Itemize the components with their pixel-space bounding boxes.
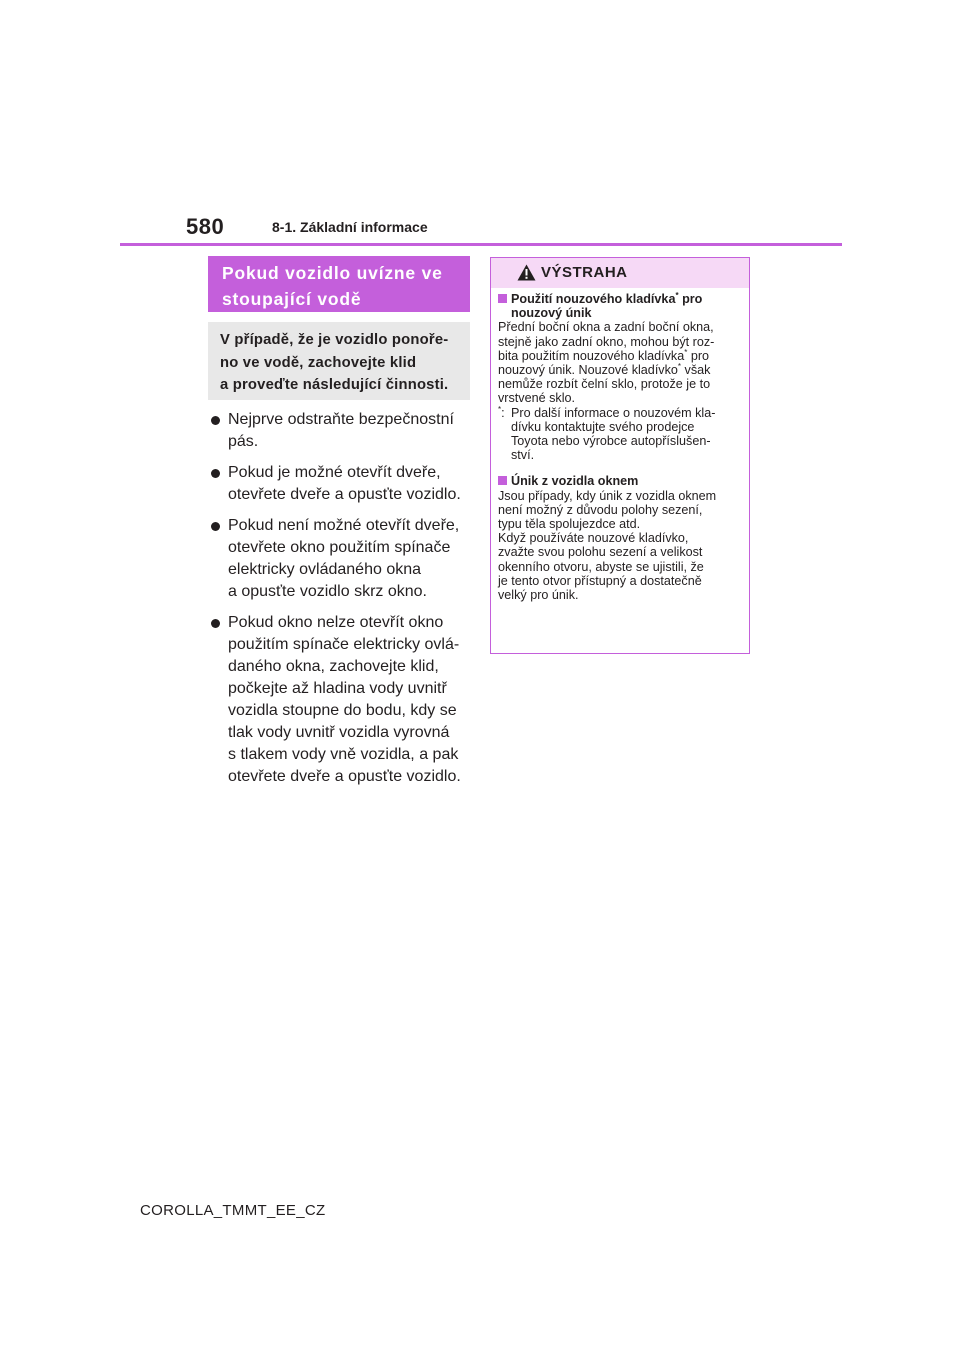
bullet-item: Nejprve odstraňte bezpečnostní pás. xyxy=(210,409,476,453)
warning-triangle-icon xyxy=(517,264,536,281)
banner-line-1: Pokud vozidlo uvízne ve xyxy=(222,263,443,283)
bullet-item: Pokud je možné otevřít dveře, otevřete dveře a opusťte vozidlo. xyxy=(210,462,476,506)
section-title: 8-1. Základní informace xyxy=(272,219,428,235)
bullet-list xyxy=(210,400,476,788)
square-bullet-icon xyxy=(498,476,507,485)
page-number: 580 xyxy=(186,214,225,239)
bullet-dot-icon xyxy=(211,522,220,531)
intro-line-2: no ve vodě, zachovejte klid xyxy=(220,354,417,371)
footer-code: COROLLA_TMMT_EE_CZ xyxy=(140,1202,326,1219)
bullet-dot-icon xyxy=(211,469,220,478)
warning-box xyxy=(490,257,750,654)
header-rule xyxy=(120,243,842,246)
bullet-item: Pokud okno nelze otevřít okno použitím spínače elektricky ovlá- daného okna, zachovejte klid, počkejte až hladina vody uvnitř vozidla stoupne do bodu, kdy se tlak vody uvnitř vozidla vyrovná s tlakem vody vně vozidla, a pak otevřete dveře a opusťte vozidlo. xyxy=(210,612,476,788)
topic-banner xyxy=(208,256,470,312)
bullet-dot-icon xyxy=(211,619,220,628)
warning-title: VÝSTRAHA xyxy=(541,264,628,281)
intro-line-1: V případě, že je vozidlo ponoře- xyxy=(220,332,449,348)
banner-line-2: stoupající vodě xyxy=(222,289,362,309)
warning-subheading-1: Použití nouzového kladívka* pro nouzový únik xyxy=(498,292,743,320)
intro-line-3: a proveďte následující činnosti. xyxy=(220,377,449,393)
square-bullet-icon xyxy=(498,294,507,303)
warning-subheading-2: Únik z vozidla oknem xyxy=(498,474,743,488)
warning-paragraph-1: Přední boční okna a zadní boční okna, stejně jako zadní okno, mohou být roz- bita použitím nouzového kladívka* pro nouzový únik. Nouzové kladívko* však nemůže rozbít čelní sklo, protože je to vrstvené sklo. xyxy=(498,320,715,406)
warning-paragraph-2: Jsou případy, kdy únik z vozidla oknem není možný z důvodu polohy sezení, typu těla spolujezdce atd. Když používáte nouzové kladívko, zvažte svou polohu sezení a velikost okenního otvoru, abyste se ujistili, že je tento otvor přístupný a dostatečně velký pro únik. xyxy=(498,488,717,603)
footnote: *: Pro další informace o nouzovém kla- dívku kontaktujte svého prodejce Toyota nebo výrobce autopříslušen- ství. xyxy=(498,404,716,463)
intro-box xyxy=(208,322,470,400)
bullet-item: Pokud není možné otevřít dveře, otevřete okno použitím spínače elektricky ovládaného okna a opusťte vozidlo skrz okno. xyxy=(210,515,476,603)
warning-body xyxy=(491,288,749,602)
warning-header xyxy=(491,258,749,288)
bullet-dot-icon xyxy=(211,416,220,425)
